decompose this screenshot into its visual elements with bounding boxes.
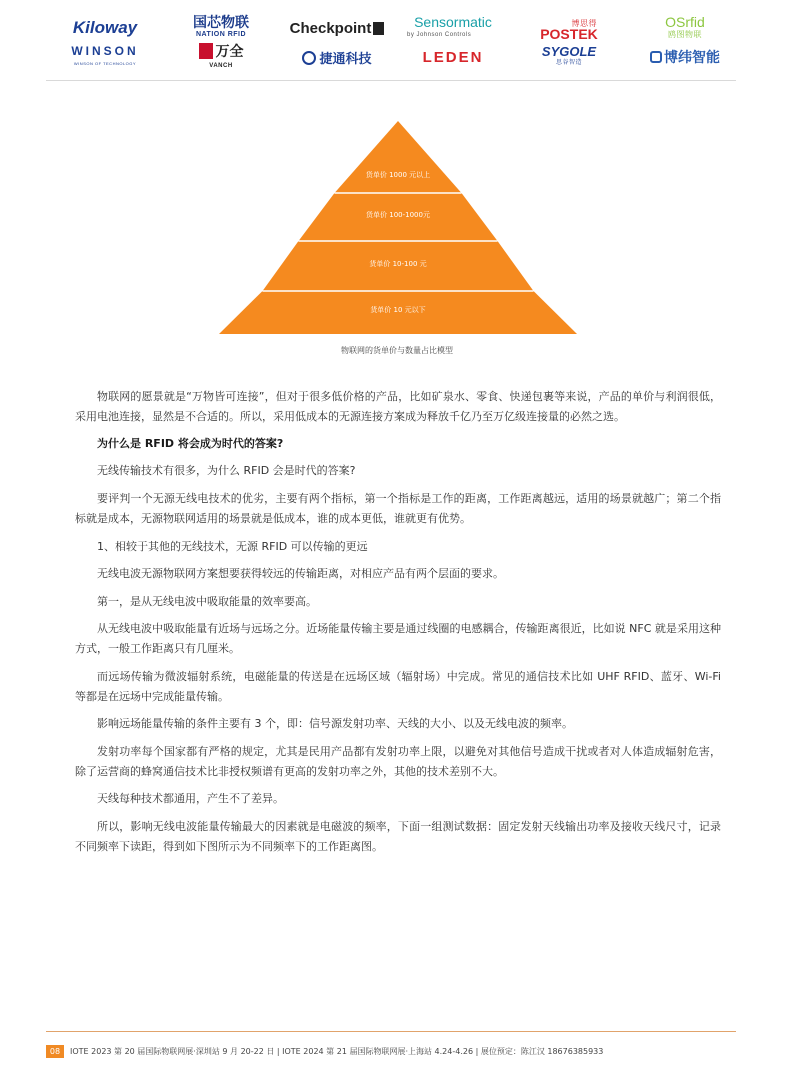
body-paragraph: 物联网的愿景就是“万物皆可连接”，但对于很多低价格的产品，比如矿泉水、零食、快递包裹等来说，产品的单价与利润很低，采用电池连接，显然是不合适的。所以，采用低成本的无源连接方案成为释放千亿乃至万亿级连接量的必然之选。: [75, 390, 721, 423]
section-heading: 为什么是 RFID 将会成为时代的答案?: [97, 437, 284, 450]
sensormatic-logo: Sensormatic by Johnson Controls: [407, 13, 492, 38]
kiloway-logo: Kiloway: [72, 18, 138, 37]
footer-event-info: IOTE 2023 第 20 届国际物联网展·深圳站 9 月 20-22 日 | IOTE 2024 第 21 届国际物联网展·上海站 4.24-4.26 | 展位预定：陈江汉 18676385933: [70, 1047, 604, 1056]
osrfid-logo: OSrfid 鸥图物联: [665, 13, 705, 39]
body-paragraph: 第一，是从无线电波中吸取能量的效率要高。: [97, 595, 317, 608]
jietong-mark-icon: [302, 51, 316, 65]
sponsor-logos-row-1: [55, 13, 735, 42]
footer-divider: [46, 1031, 736, 1032]
body-paragraph: 从无线电波中吸取能量有近场与远场之分。近场能量传输主要是通过线圈的电感耦合，传输距离很近，比如说 NFC 就是采用这种方式，一般工作距离只有几厘米。: [75, 622, 721, 655]
jietong-logo: 捷通科技: [287, 48, 387, 67]
pyramid-tier-label: 货单价 100-1000元: [366, 211, 430, 219]
nation-rfid-logo: 国芯物联 NATION RFID: [193, 13, 249, 38]
winson-logo: WINSON WINSON OF TECHNOLOGY: [71, 43, 139, 66]
body-paragraph: 所以，影响无线电波能量传输最大的因素就是电磁波的频率，下面一组测试数据：固定发射天线输出功率及接收天线尺寸，记录不同频率下读距，得到如下图所示为不同频率下的工作距离图。: [75, 820, 721, 853]
bowei-logo: 博纬智能: [635, 47, 735, 67]
vanch-mark-icon: [199, 43, 213, 59]
body-paragraph: 影响远场能量传输的条件主要有 3 个，即：信号源发射功率、天线的大小、以及无线电波的频率。: [97, 717, 573, 730]
pyramid-tier-1: [335, 121, 462, 193]
page-number: 08: [46, 1045, 64, 1058]
body-paragraph: 无线传输技术有很多，为什么 RFID 会是时代的答案?: [97, 464, 356, 477]
body-paragraph: 天线每种技术都通用，产生不了差异。: [97, 792, 284, 805]
pyramid-tier-label: 货单价 1000 元以上: [365, 171, 431, 179]
postek-logo: 博思得 POSTEK: [540, 18, 598, 42]
body-paragraph: 而远场传输为微波辐射系统，电磁能量的传送是在远场区域（辐射场）中完成。常见的通信技术比如 UHF RFID、蓝牙、Wi-Fi 等都是在远场中完成能量传输。: [75, 670, 721, 703]
leden-logo: LEDEN: [422, 48, 484, 66]
sponsor-logos-row-2: [55, 42, 735, 69]
price-pyramid-chart: [219, 121, 577, 334]
pyramid-tier-label: 货单价 10 元以下: [370, 306, 426, 314]
pyramid-tier-label: 货单价 10-100 元: [369, 260, 427, 268]
sygole-logo: SYGOLE 思谷智造: [541, 43, 597, 66]
checkpoint-mark-icon: [373, 22, 384, 35]
figure-caption: 物联网的货单价与数量占比模型: [341, 346, 453, 355]
body-paragraph: 1、相较于其他的无线技术，无源 RFID 可以传输的更远: [97, 540, 368, 553]
body-paragraph: 无线电波无源物联网方案想要获得较远的传输距离，对相应产品有两个层面的要求。: [97, 567, 504, 580]
vanch-logo: 万全 VANCH: [171, 43, 271, 72]
header-divider: [46, 80, 736, 81]
checkpoint-logo: Checkpoint: [287, 20, 387, 37]
bowei-mark-icon: [650, 51, 662, 63]
body-paragraph: 发射功率每个国家都有严格的规定，尤其是民用产品都有发射功率上限，以避免对其他信号造成干扰或者对人体造成辐射危害，除了运营商的蜂窝通信技术比非授权频谱有更高的发射功率之外，其他的技术差别不大。: [75, 745, 721, 778]
body-paragraph: 要评判一个无源无线电技术的优劣，主要有两个指标，第一个指标是工作的距离，工作距离越远，适用的场景就越广；第二个指标就是成本，无源物联网适用的场景就是低成本，谁的成本更低，谁就更有优势。: [75, 492, 721, 525]
